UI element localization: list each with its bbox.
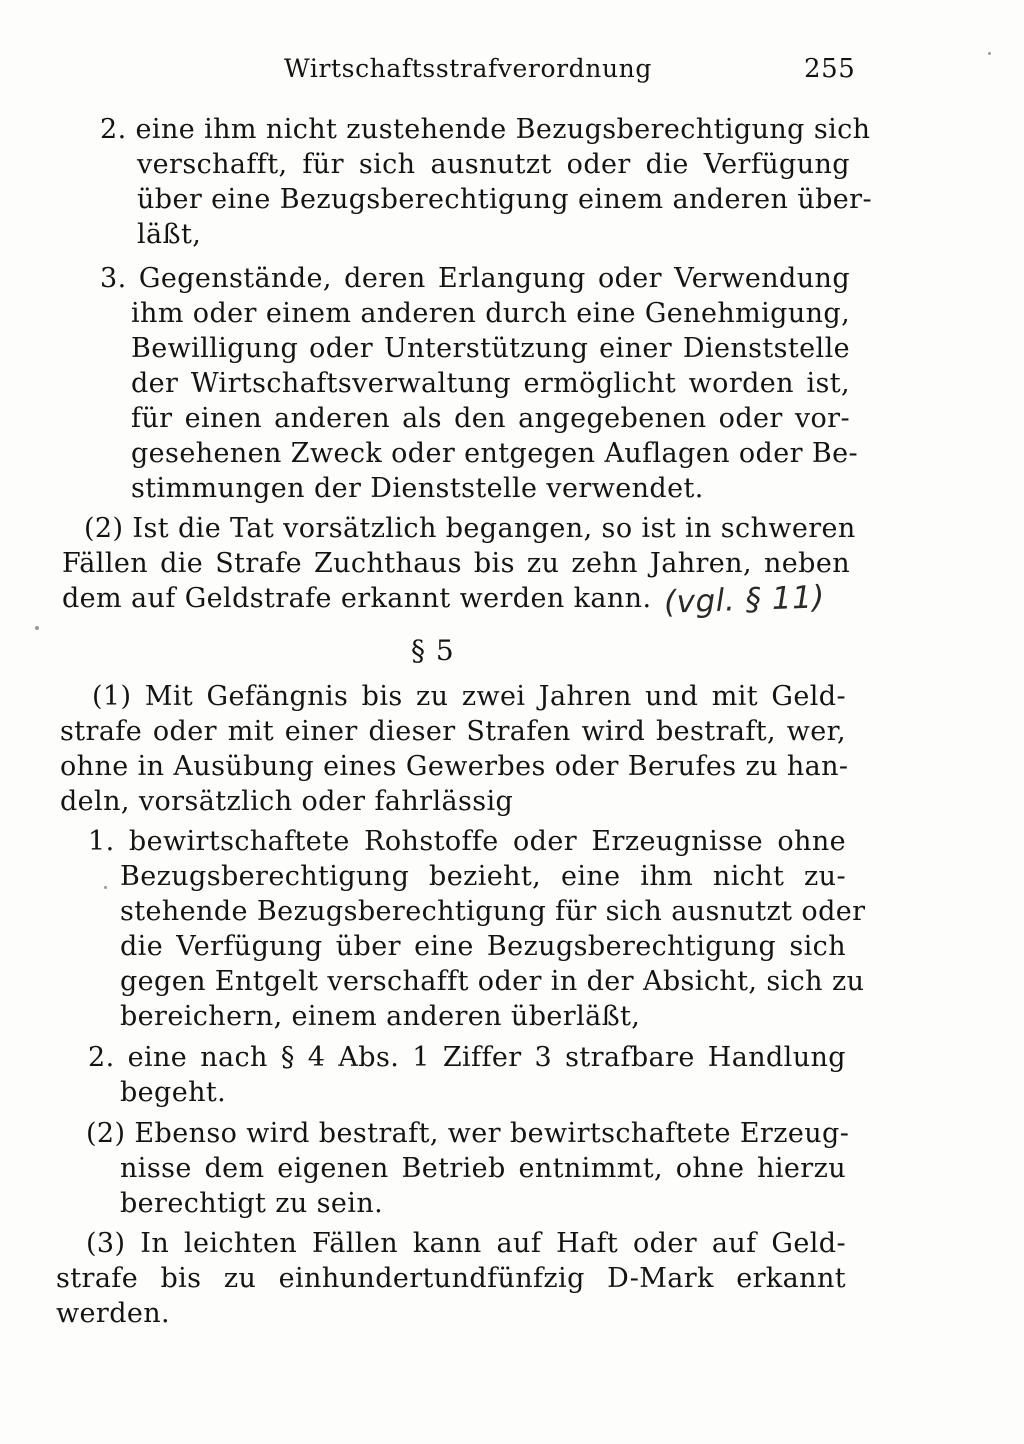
- text-line: nisse dem eigenen Betrieb entnimmt, ohne hierzu: [120, 1153, 846, 1184]
- section-heading: § 5: [411, 634, 455, 667]
- scan-speck: [104, 886, 107, 889]
- text-line: der Wirtschaftsverwaltung ermöglicht worden ist,: [131, 368, 850, 399]
- text-line: über eine Bezugsberechtigung einem anderen über-: [137, 184, 873, 215]
- text-line: die Verfügung über eine Bezugsberechtigung sich: [120, 931, 846, 962]
- text-line: stehende Bezugsberechtigung für sich ausnutzt oder: [120, 896, 866, 927]
- text-line: Fällen die Strafe Zuchthaus bis zu zehn Jahren, neben: [62, 548, 850, 579]
- text-line: (3) In leichten Fällen kann auf Haft oder auf Geld-: [86, 1228, 846, 1259]
- text-line: gegen Entgelt verschafft oder in der Absicht, sich zu: [120, 966, 865, 997]
- text-line: verschafft, für sich ausnutzt oder die Verfügung: [137, 149, 850, 180]
- text-line: ohne in Ausübung eines Gewerbes oder Berufes zu han-: [60, 751, 849, 782]
- text-line: (1) Mit Gefängnis bis zu zwei Jahren und mit Geld-: [92, 681, 846, 712]
- handwritten-note: (vgl. § 11): [663, 579, 826, 621]
- text-line: bereichern, einem anderen überläßt,: [120, 1001, 641, 1032]
- text-line: 2. eine nach § 4 Abs. 1 Ziffer 3 strafbare Handlung: [88, 1042, 846, 1073]
- text-line: ihm oder einem anderen durch eine Genehmigung,: [131, 298, 851, 329]
- text-line: dem auf Geldstrafe erkannt werden kann.: [62, 583, 652, 614]
- text-line: deln, vorsätzlich oder fahrlässig: [60, 786, 514, 817]
- text-line: gesehenen Zweck oder entgegen Auflagen oder Be-: [131, 438, 859, 469]
- scan-speck: [35, 626, 39, 630]
- scan-speck: [988, 52, 991, 55]
- text-line: 2. eine ihm nicht zustehende Bezugsberechtigung sich: [100, 114, 871, 145]
- text-line: strafe oder mit einer dieser Strafen wird bestraft, wer,: [60, 716, 846, 747]
- text-line: strafe bis zu einhundertundfünfzig D-Mark erkannt: [56, 1263, 846, 1294]
- text-line: werden.: [56, 1298, 171, 1329]
- text-line: 3. Gegenstände, deren Erlangung oder Verwendung: [100, 263, 850, 294]
- running-title: Wirtschaftsstrafverordnung: [284, 54, 652, 83]
- text-line: (2) Ist die Tat vorsätzlich begangen, so ist in schweren: [84, 513, 856, 544]
- text-line: läßt,: [137, 219, 202, 250]
- page-number: 255: [804, 54, 856, 84]
- text-line: 1. bewirtschaftete Rohstoffe oder Erzeugnisse ohne: [88, 826, 846, 857]
- text-line: stimmungen der Dienststelle verwendet.: [131, 473, 704, 504]
- text-line: Bewilligung oder Unterstützung einer Dienststelle: [131, 333, 850, 364]
- text-line: (2) Ebenso wird bestraft, wer bewirtschaftete Erzeug-: [86, 1118, 850, 1149]
- text-line: Bezugsberechtigung bezieht, eine ihm nicht zu-: [120, 861, 846, 892]
- text-line: berechtigt zu sein.: [120, 1188, 384, 1219]
- text-line: für einen anderen als den angegebenen oder vor-: [131, 403, 850, 434]
- text-line: begeht.: [120, 1077, 227, 1108]
